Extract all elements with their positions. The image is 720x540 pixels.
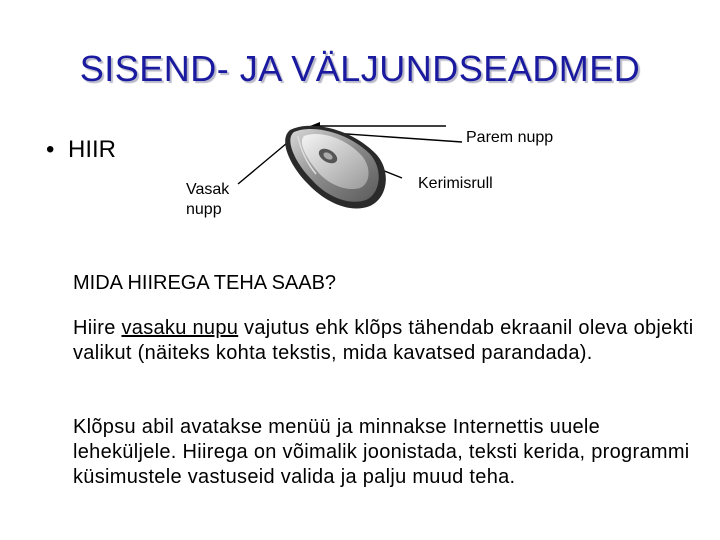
bullet-text: HIIR [68, 136, 116, 163]
left-button-label-line2: nupp [186, 201, 222, 218]
scroll-wheel-label: Kerimisrull [418, 175, 493, 192]
paragraph-click-uses: Klõpsu abil avatakse menüü ja minnakse Internettis uuele leheküljele. Hiirega on võimalik joonistada, teksti kerida, programmi küsimustele vastuseid valida ja palju muud teha. [73, 416, 690, 488]
left-button-label [186, 180, 246, 220]
bullet-dot: • [46, 136, 55, 163]
bullet-hiir [46, 136, 116, 164]
section-heading: MIDA HIIREGA TEHA SAAB? [73, 272, 337, 294]
left-button-label-line1: Vasak [186, 181, 230, 198]
right-button-label: Parem nupp [466, 129, 554, 146]
paragraph-left-click-pre: Hiire [73, 317, 122, 339]
slide-title: SISEND- JA VÄLJUNDSEADMED [79, 48, 641, 89]
computer-mouse-icon [270, 118, 400, 218]
paragraph-left-click-post: vajutus ehk klõps tähendab ekraanil oleva objekti valikut (näiteks kohta tekstis, mida kavatsed parandada). [73, 317, 694, 364]
paragraph-left-click [73, 316, 703, 366]
underlined-term: vasaku nupu [121, 317, 239, 339]
